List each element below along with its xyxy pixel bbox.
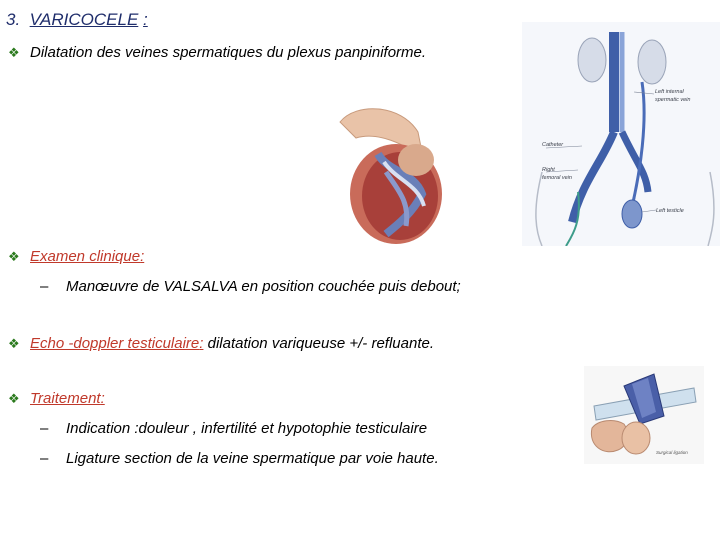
bullet-traitement (8, 390, 105, 407)
venography-diagram (522, 22, 720, 246)
traitement-sub1-text: Indication :douleur , infertilité et hypotophie testiculaire (66, 420, 428, 437)
examen-sub1-text: Manœuvre de VALSALVA en position couchée puis debout; (66, 278, 461, 295)
bullet-definition (8, 44, 426, 61)
examen-colon: : (140, 248, 145, 265)
label-right: Right (542, 167, 555, 173)
label-femoral-vein: femoral vein (542, 175, 572, 181)
label-catheter: Catheter (542, 142, 564, 148)
label-left-internal: Left internal (655, 89, 684, 95)
definition-text: Dilatation des veines spermatiques du plexus panpiniforme. (30, 44, 427, 61)
bullet-echo (8, 335, 434, 352)
traitement-sub2-text: Ligature section de la veine spermatique par voie haute. (66, 450, 439, 467)
slide-title (6, 10, 148, 30)
surgery-illustration (584, 366, 704, 464)
varicocele-illustration (326, 102, 450, 248)
title-number: 3. (6, 10, 21, 29)
diamond-bullet-icon: ❖ (8, 45, 20, 60)
label-spermatic-vein: spermatic vein (655, 97, 691, 103)
echo-colon: : (199, 335, 204, 352)
dash-marker: – (40, 278, 49, 295)
bullet-examen (8, 248, 144, 265)
examen-label: Examen clinique (30, 248, 141, 265)
surgery-caption: Surgical ligation (656, 450, 688, 455)
echo-rest: dilatation variqueuse +/- refluante. (203, 335, 434, 352)
diamond-bullet-icon: ❖ (8, 249, 20, 264)
traitement-colon: : (100, 390, 105, 407)
title-colon: : (143, 10, 148, 29)
traitement-sub1 (40, 420, 427, 437)
traitement-sub2 (40, 450, 439, 467)
diamond-bullet-icon: ❖ (8, 391, 20, 406)
examen-sub1 (40, 278, 461, 295)
echo-label: Echo -doppler testiculaire (30, 335, 200, 352)
title-text: VARICOCELE (29, 10, 139, 29)
traitement-label: Traitement (30, 390, 101, 407)
dash-marker: – (40, 420, 49, 437)
label-left-testicle: Left testicle (656, 208, 684, 214)
dash-marker: – (40, 450, 49, 467)
diamond-bullet-icon: ❖ (8, 336, 20, 351)
